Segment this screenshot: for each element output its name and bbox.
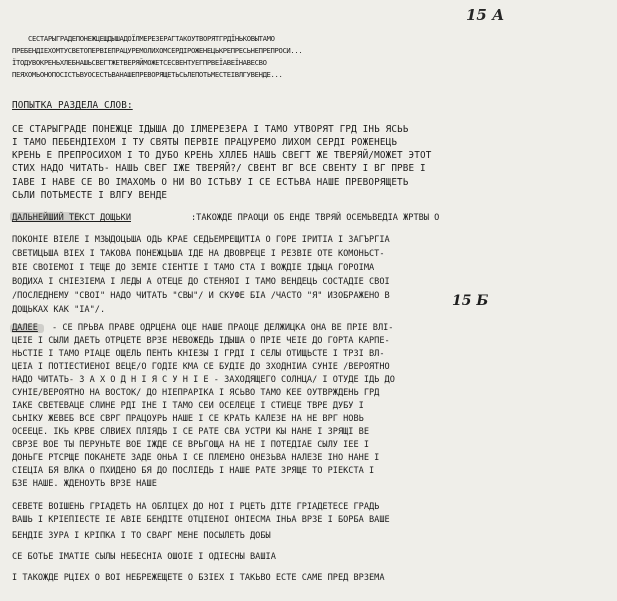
text-line: ПОКОНІЕ ВІЕЛЕ І МЗЫДОЦЬША ОДЬ КРАЕ СЕДЬЕМРЕЩИТІА О ГОРЕ ІРИТІА І ЗАГЪРГІА [12, 235, 390, 245]
text-line: БЕНДІЕ ЗУРА І КРІПКА І ТО СВАРГ МЕНЕ ПОСЫЛЕТЬ ДОБЫ [12, 531, 271, 541]
section-title: ПОПЫТКА РАЗДЕЛА СЛОВ: [12, 100, 133, 111]
text-line: ДОЩЬКАХ КАК "ІА"/. [12, 305, 106, 315]
text-line: СЬЛИ ПОТЬМЕСТЕ І ВЛГУ ВЕНДЕ [12, 190, 168, 201]
text-line: КРЕНЬ Е ПРЕПРОСИХОМ І ТО ДУБО КРЕНЬ ХЛЛЕБ НАШЬ СВЕГТ ЖЕ ТВЕРЯЙ/МОЖЕТ ЭТОТ [12, 150, 432, 161]
text-line: ЦЕІА І ПОТІЕСТИЕНОІ ВЕЦЕ/О ГОДІЕ КМА СЕ БУДІЕ ДО ЗХОДНІИА СУНІЕ /ВЕРОЯТНО [12, 362, 390, 372]
header-line: ЇТОДУВОКРЕНЬХЛЕБНАШЬСВЕГТЖЕТВЕРЯЙМОЖЕТСЕСВЕНТУЕГПРВЕЇАВЕЇНАВЕСВО [12, 58, 267, 67]
header-line: СЕСТАРЫГРАДЕПОНЕЖЦЕЩДЫШАДОЇЛМЕРЕЗЕРАГТАКОУТВОРЯТГРДЇНЬКОВЫТАМО [28, 34, 275, 43]
text-line: ІАВЕ І НАВЕ СЕ ВО ІМАХОМЬ О НИ ВО ІСТЬВУ І СЕ ЕСТЬВА НАШЕ ПРЕВОРЯЩЕТЬ [12, 177, 409, 188]
text-line: ВІЕ СВОІЕМОІ І ТЕЩЕ ДО ЗЕМІЕ СІЕНТІЕ І ТАМО СТА І ВОЖДІЕ ІДЫЦА ГОРОІМА [12, 263, 375, 273]
text-line: І ТАМО ПЕБЕНДІЕХОМ І ТУ СВЯТЫ ПЕРВІЕ ПРАЦУРЕМО ЛИХОМ СЕРДІ РОЖЕНЕЦЬ [12, 137, 398, 148]
text-line: СІЕЦІА БЯ ВЛКА О ПХИДЕНО БЯ ДО ПОСЛІЕДЬ І НАШЕ РАТЕ ЗРЯЩЕ ТО РІЕКСТА І [12, 466, 375, 476]
text-line: СЕВЕТЕ ВОІШЕНЬ ГРІАДЕТЬ НА ОБЛІЦЕХ ДО НОІ І РЦЕТЬ ДІТЕ ГРІАДЕТЕСЕ ГРАДЬ [12, 502, 380, 512]
text-line: ІАКЕ СВЕТЕВАЦЕ СЛИНЕ РДІ ІНЕ І ТАМО СЕИ ОСЕЛЕЦЕ І СТИЕЦЕ ТВРЕ ДУБУ І [12, 401, 364, 411]
section-lead: ДАЛЕЕ [12, 323, 38, 333]
page-number-middle: 15 Б [452, 293, 489, 309]
text-line: - СЕ ПРЬВА ПРАВЕ ОДРЦЕНА ОЦЕ НАШЕ ПРАОЦЕ ДЕЛЖИЦКА ОНА ВЕ ПРІЕ ВЛІ- [52, 323, 394, 333]
text-line: ВОДИХА І СНІЕЗІЕМА І ЛЕДЫ А ОТЕЦЕ ДО СТЕНЯОІ І ТАМО ВЕНДЕЦЬ СОСТАДІЕ СВОІ [12, 277, 390, 287]
text-line: ДОНЬГЕ РТСРЩЕ ПОКАНЕТЕ ЗАДЕ ОНЬА І СЕ ПЛЕМЕНО ОНЕЗЬВА НАЛЕЗЕ ІНО НАНЕ І [12, 453, 380, 463]
text-line: СВРЗЕ ВОЕ ТЫ ПЕРУНЬТЕ ВОЕ ІЖДЕ СЕ ВРЬГОЩА НА НЕ І ПОТЕДІАЕ СЫЛУ ІЕЕ І [12, 440, 369, 450]
text-line: ОСЕЕЦЕ. ІКЬ КРВЕ СЛВИЕХ ПЛІЯДЬ І СЕ РАТЕ СВА УСТРИ КЫ НАНЕ І ЗРЯЩІ ВЕ [12, 427, 369, 437]
ink-smudge [10, 212, 80, 222]
text-line: І ТАКОЖДЕ РЦІЕХ О ВОІ НЕБРЕЖЕЩЕТЕ О БЗІЕХ І ТАКЬВО ЕСТЕ САМЕ ПРЕД ВРЗЕМА [12, 573, 385, 583]
text-line: СЕ СТАРЫГРАДЕ ПОНЕЖЦЕ ІДЫША ДО ІЛМЕРЕЗЕРА І ТАМО УТВОРЯТ ГРД ІНЬ ЯСЬЬ [12, 124, 409, 135]
text-line: СЬНІКУ ЖЕВЕБ ВСЕ СВРГ ПРАЦОУРЬ НАШЕ І СЕ КРАТЬ КАЛЕЗЕ НА НЕ ВРГ НОВЬ [12, 414, 364, 424]
text-line: БЗЕ НАШЕ. ЖДЕНОУТЬ ВРЗЕ НАШЕ [12, 479, 157, 489]
text-line: ЦЕІЕ І СЫЛИ ДАЕТЬ ОТРЦЕТЕ ВРЗЕ НЕВОЖЕДЬ ІДЫША О ПРІЕ ЧЕІЕ ДО ГОРТА КАРПЕ- [12, 336, 390, 346]
text-line: СЕ БОТЬЕ ІМАТІЕ СЫЛЫ НЕБЕСНІА ОШОІЕ І ОДІЕСНЫ ВАШІА [12, 552, 276, 562]
section-title-tail: :ТАКОЖДЕ ПРАОЦИ ОБ ЕНДЕ ТВРЯЙ ОСЕМЬВЕДІА ЖРТВЫ О [191, 213, 440, 223]
text-line: ВАШЬ І КРІЕПІЕСТЕ ІЕ АВІЕ БЕНДІТЕ ОТЦІЕНОІ ОНІЕСМА ІНЬА ВРЗЕ І БОРБА ВАШЕ [12, 515, 390, 525]
text-line: СУНІЕ/ВЕРОЯТНО НА ВОСТОК/ ДО НІЕПРАРІКА І ЯСЬВО ТАМО КЕЕ ОУТВРЖДЕНЬ ГРД [12, 388, 380, 398]
section-title: ДАЛЬНЕЙШИЙ ТЕКСТ ДОЩЬКИ [12, 213, 131, 223]
text-line: СВЕТИЦЬША ВІЕХ І ТАКОВА ПОНЕЖЦЬША ІДЕ НА ДВОВРЕЦЕ І РЕЗВІЕ ОТЕ КОМОНЬСТ- [12, 249, 385, 259]
text-line: /ПОСЛЕДНЕМУ "СВОІ" НАДО ЧИТАТЬ "СВЫ"/ И СКУФЕ БІА /ЧАСТО "Я" ИЗОБРАЖЕНО В [12, 291, 390, 301]
text-line: НЬСТІЕ І ТАМО РІАЦЕ ОЩЕЛЬ ПЕНТЬ КНІЕЗЫ І ГРДІ І СЕЛЫ ОТИЩЬСТЕ І ТРЗІ ВЛ- [12, 349, 385, 359]
text-line: НАДО ЧИТАТЬ- З А Х О Д Н І Я С У Н І Е - ЗАХОДЯЩЕГО СОЛНЦА/ І ОТУДЕ ІДЬ ДО [12, 375, 395, 385]
page-number-top: 15 А [466, 6, 505, 24]
header-line: ПЕЯХОМЬОНОПОСІСТЬВУОСЕСТЬВАНАШЕПРЕВОРЯЩЕТЬСЬЛЕПОТЬМЕСТЕІВЛГУВЕНДЕ... [12, 70, 283, 79]
text-line: СТИХ НАДО ЧИТАТЬ- НАШЬ СВЕГ ІЖЕ ТВЕРЯЙ?/ СВЕНТ ВГ ВСЕ СВЕНТУ І ВГ ПРВЕ І [12, 163, 426, 174]
ink-smudge [10, 324, 44, 333]
header-line: ПРЕБЕНДІЕХОМТУСВЕТОПЕРВІЕПРАЦУРЕМОЛИХОМСЕРДІРОЖЕНЕЦЬКРЕПРЕСЬНЕПРЕПРОСИ... [12, 46, 303, 55]
